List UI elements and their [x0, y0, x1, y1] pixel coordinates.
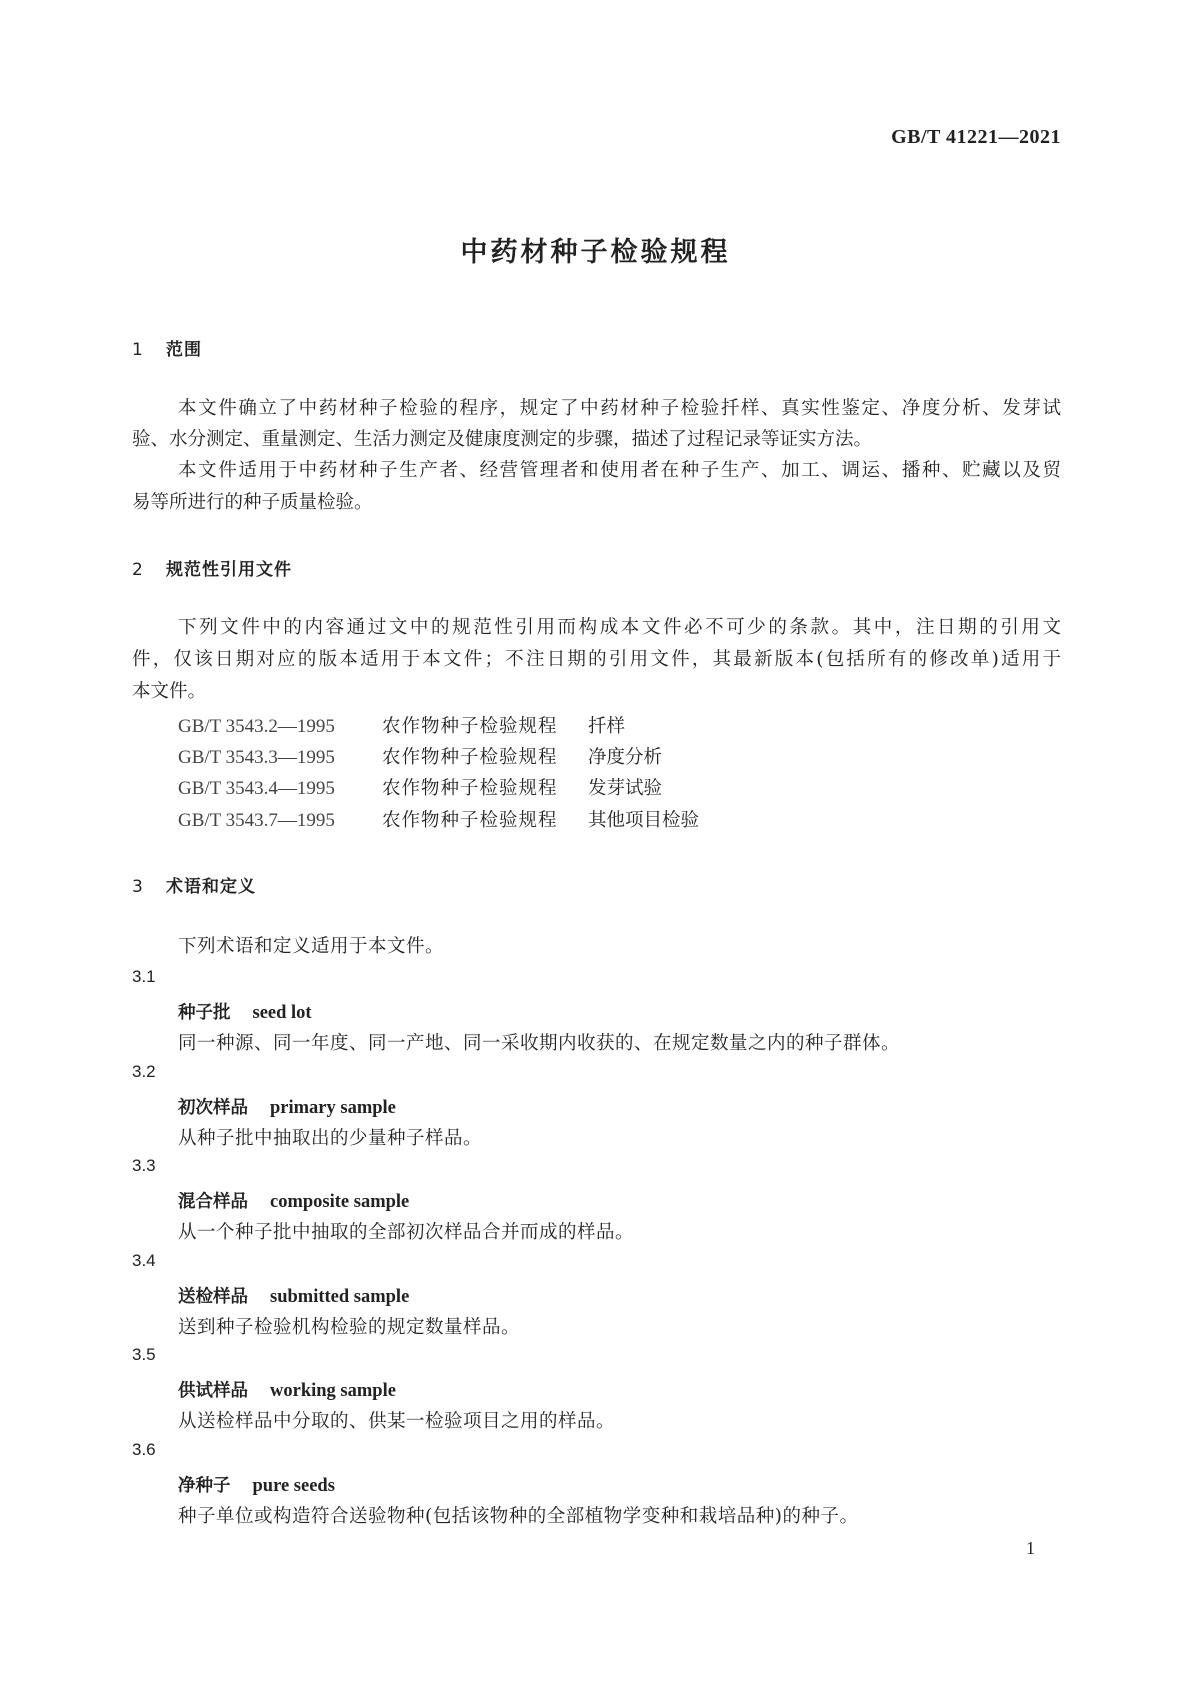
- clause-number: 3.4: [132, 1250, 156, 1270]
- term-chinese: 种子批: [178, 1003, 231, 1023]
- reference-name: 农作物种子检验规程: [382, 716, 558, 737]
- clause-number: 3.2: [132, 1061, 156, 1081]
- document-title: 中药材种子检验规程: [460, 237, 731, 268]
- reference-item: [178, 806, 699, 832]
- clause-number: 3.5: [132, 1345, 156, 1364]
- term-heading: [178, 1094, 396, 1119]
- term-heading: [178, 1472, 335, 1497]
- paragraph-line: 件，仅该日期对应的版本适用于本文件；不注日期的引用文件，其最新版本(包括所有的修改单)适用于: [132, 649, 1061, 670]
- paragraph-line: 易等所进行的种子质量检验。: [132, 492, 373, 513]
- term-english: submitted sample: [270, 1286, 410, 1307]
- term-english: primary sample: [270, 1097, 396, 1118]
- term-heading: [178, 1377, 396, 1402]
- section-title: 术语和定义: [166, 877, 256, 897]
- reference-code: GB/T 3543.7—1995: [178, 810, 335, 831]
- section-number: 2: [132, 560, 144, 580]
- paragraph-line: 本文件确立了中药材种子检验的程序，规定了中药材种子检验扦样、真实性鉴定、净度分析、发芽试: [178, 398, 1061, 419]
- term-chinese: 送检样品: [178, 1286, 248, 1307]
- section-title: 范围: [166, 340, 202, 360]
- term-definition: 送到种子检验机构检验的规定数量样品。: [178, 1316, 521, 1338]
- section-heading-scope: [132, 335, 202, 360]
- reference-code: GB/T 3543.2—1995: [178, 716, 335, 737]
- term-definition: 从送检样品中分取的、供某一检验项目之用的样品。: [178, 1411, 616, 1432]
- clause-number: 3.1: [132, 967, 156, 986]
- reference-part: 净度分析: [588, 747, 663, 768]
- section-heading-terms: [132, 872, 256, 897]
- reference-item: [178, 743, 662, 769]
- section-number: 3: [132, 877, 144, 897]
- reference-item: [178, 774, 662, 800]
- terms-intro: 下列术语和定义适用于本文件。: [178, 936, 445, 957]
- reference-code: GB/T 3543.4—1995: [178, 778, 335, 799]
- term-english: seed lot: [252, 1003, 312, 1023]
- term-english: working sample: [270, 1381, 396, 1401]
- clause-number: 3.6: [132, 1439, 156, 1459]
- term-definition: 从种子批中抽取出的少量种子样品。: [178, 1127, 483, 1149]
- term-definition: 种子单位或构造符合送验物种(包括该物种的全部植物学变种和栽培品种)的种子。: [178, 1505, 859, 1527]
- reference-item: [178, 712, 625, 738]
- term-heading: [178, 999, 312, 1024]
- section-heading-normative-references: [132, 555, 292, 580]
- reference-part: 其他项目检验: [588, 810, 700, 831]
- term-chinese: 供试样品: [178, 1381, 248, 1401]
- paragraph-line: 验、水分测定、重量测定、生活力测定及健康度测定的步骤，描述了过程记录等证实方法。: [132, 429, 873, 450]
- reference-code: GB/T 3543.3—1995: [178, 747, 335, 768]
- term-chinese: 混合样品: [178, 1192, 248, 1212]
- standard-number: GB/T 41221—2021: [891, 126, 1061, 148]
- term-english: composite sample: [270, 1192, 410, 1212]
- clause-number: 3.3: [132, 1156, 156, 1175]
- term-definition: 从一个种子批中抽取的全部初次样品合并而成的样品。: [178, 1222, 635, 1243]
- page-number: 1: [1026, 1538, 1035, 1558]
- term-heading: [178, 1283, 409, 1308]
- section-number: 1: [132, 340, 144, 360]
- term-heading: [178, 1188, 409, 1213]
- reference-name: 农作物种子检验规程: [382, 778, 558, 799]
- reference-part: 扦样: [588, 716, 626, 737]
- reference-name: 农作物种子检验规程: [382, 747, 558, 768]
- paragraph-line: 本文件适用于中药材种子生产者、经营管理者和使用者在种子生产、加工、调运、播种、贮藏以及贸: [178, 460, 1061, 481]
- term-definition: 同一种源、同一年度、同一产地、同一采收期内收获的、在规定数量之内的种子群体。: [178, 1033, 901, 1054]
- paragraph-line: 本文件。: [132, 681, 207, 702]
- reference-name: 农作物种子检验规程: [382, 810, 558, 831]
- term-chinese: 净种子: [178, 1475, 231, 1496]
- reference-part: 发芽试验: [588, 778, 663, 799]
- term-english: pure seeds: [252, 1475, 335, 1496]
- term-chinese: 初次样品: [178, 1097, 248, 1118]
- section-title: 规范性引用文件: [166, 560, 292, 580]
- paragraph-line: 下列文件中的内容通过文中的规范性引用而构成本文件必不可少的条款。其中，注日期的引用文: [178, 617, 1061, 638]
